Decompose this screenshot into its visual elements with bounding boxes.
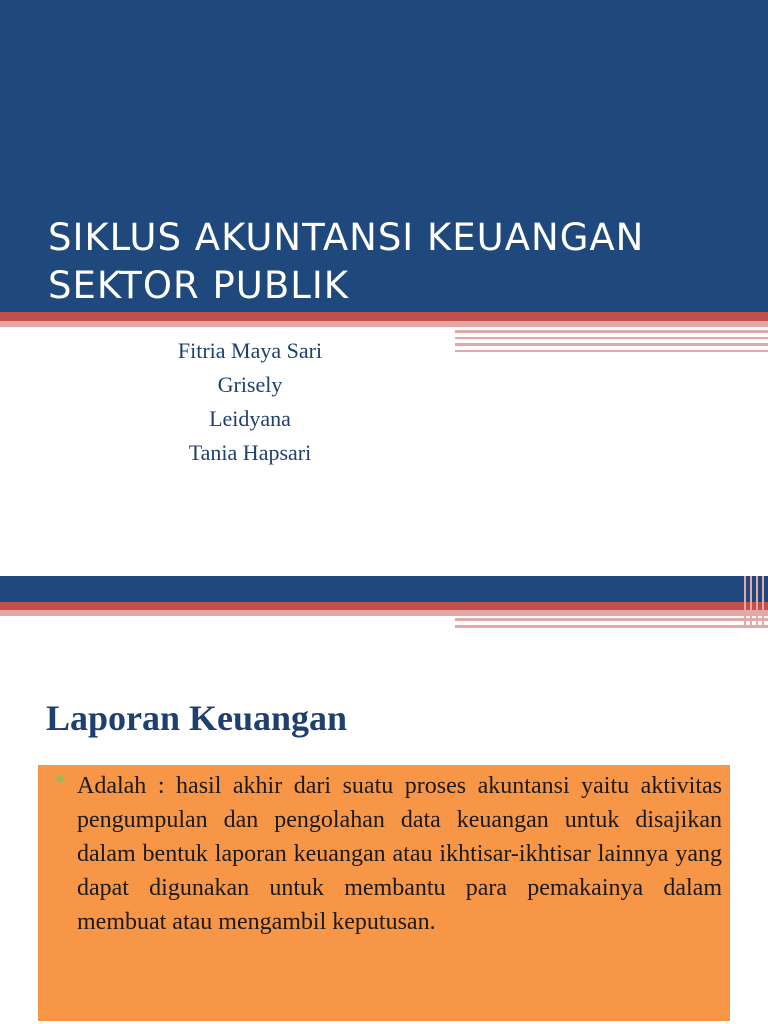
deco-line (455, 330, 768, 333)
author-list (100, 334, 400, 470)
deco-line (455, 350, 768, 352)
deco-line (455, 343, 768, 346)
pink-stripe (0, 610, 768, 616)
author-name: Grisely (217, 372, 283, 397)
deco-line (455, 618, 768, 621)
pink-stripe (0, 321, 768, 327)
top-band (0, 576, 768, 602)
bullet-icon: ■ (56, 772, 65, 787)
content-slide (0, 576, 768, 1024)
author-name: Tania Hapsari (188, 440, 312, 465)
content-title: Laporan Keuangan (46, 698, 348, 738)
deco-line (762, 576, 764, 628)
deco-line (750, 576, 752, 628)
deco-line (744, 576, 746, 628)
deco-line (455, 337, 768, 339)
red-stripe (0, 312, 768, 321)
deco-line (756, 576, 758, 628)
author-name: Leidyana (209, 406, 291, 431)
slide-title: SIKLUS AKUNTANSI KEUANGAN SEKTOR PUBLIK (48, 216, 645, 307)
author-name: Fitria Maya Sari (177, 338, 323, 363)
red-stripe (0, 602, 768, 610)
content-body: Adalah : hasil akhir dari suatu proses akuntansi yaitu aktivitas pengumpulan dan pengolahan data keuangan untuk disajikan dalam bentuk laporan keuangan atau ikhtisar-ikhtisar lainnya yang dapat digunakan untuk membantu para pemakainya dalam membuat atau mengambil keputusan. (77, 773, 722, 935)
deco-line (455, 625, 768, 628)
